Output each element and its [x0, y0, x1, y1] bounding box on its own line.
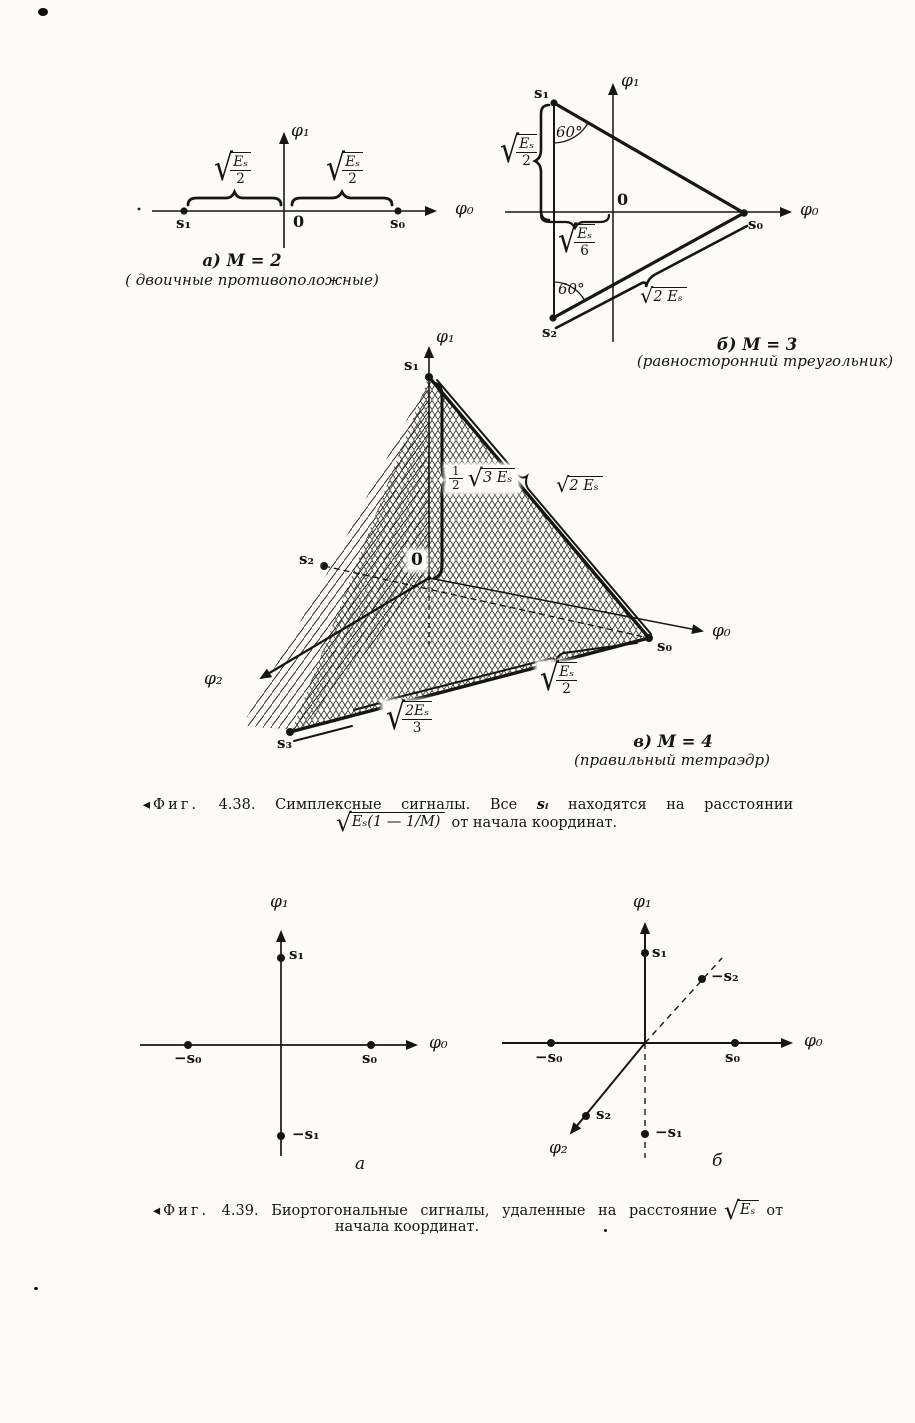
m4-s2-label: s₂: [296, 551, 317, 568]
m2-caption: а) М = 2: [202, 251, 282, 270]
radical-sign: √: [723, 1196, 740, 1225]
m2-distance-left-label: [214, 147, 251, 190]
radical-sign: √: [558, 219, 578, 262]
fig-number: 4.38.: [218, 797, 256, 813]
m4-s0-label: s₀: [657, 637, 673, 655]
sqrt-expression: [723, 1196, 759, 1225]
m3-subcaption: (равносторонний треугольник): [636, 352, 894, 370]
diagram-bio-b-linework: [502, 924, 791, 1158]
caption-text: Биортогональные сигналы, удаленные на расстояние: [271, 1202, 717, 1219]
m2-phi0-axis-label: φ₀: [455, 199, 474, 219]
m4-phi1-axis-label: φ₁: [436, 327, 455, 347]
radical-sign: √: [540, 657, 560, 700]
denominator: 2: [230, 170, 251, 187]
fraction: [516, 134, 537, 169]
bio-a-neg-s1-label: −s₁: [292, 1125, 320, 1143]
radical-sign: √: [640, 284, 654, 308]
radical-sign: √: [500, 129, 520, 172]
m3-s1-label: s₁: [534, 84, 550, 102]
numerator: Eₛ: [559, 664, 575, 680]
m3-s0-label: s₀: [748, 215, 764, 233]
m4-long-edge-label: [556, 473, 603, 497]
fraction: [230, 152, 251, 187]
radical-sign: √: [467, 464, 483, 492]
bio-b-s0-label: s₀: [725, 1048, 741, 1066]
m4-s1-label: s₁: [404, 356, 420, 374]
m3-side-distance-label: [500, 129, 537, 172]
numerator: 2Eₛ: [405, 703, 429, 719]
m3-angle-bottom-label: 60°: [558, 280, 585, 298]
fraction: [574, 224, 595, 259]
bio-b-tag: б: [712, 1151, 723, 1171]
sqrt-expression: [335, 808, 445, 837]
scan-artifact: [604, 1229, 607, 1232]
fraction: [556, 662, 577, 697]
sqrt-expression: [467, 464, 516, 492]
denominator: 2: [556, 680, 577, 697]
m2-s0-label: s₀: [390, 214, 406, 232]
bio-b-phi0-axis-label: φ₀: [804, 1031, 823, 1051]
bio-b-phi1-axis-label: φ₁: [633, 892, 652, 912]
bio-a-tag: а: [355, 1154, 366, 1174]
m3-base-distance-label: [558, 219, 595, 262]
m4-phi0-axis-label: φ₀: [712, 621, 731, 641]
m3-phi1-axis-label: φ₁: [621, 71, 640, 91]
m3-origin-label: 0: [617, 190, 629, 209]
bio-b-s2-label: s₂: [596, 1105, 612, 1123]
m2-phi1-axis-label: φ₁: [291, 121, 310, 141]
radical-sign: √: [556, 473, 570, 497]
caption-text: от: [766, 1202, 784, 1219]
radicand: Eₛ: [738, 1200, 759, 1219]
m3-phi0-axis-label: φ₀: [800, 200, 819, 220]
bio-b-neg-s0-label: −s₀: [535, 1048, 563, 1066]
bio-b-neg-s2-label: −s₂: [711, 967, 739, 985]
numerator: Eₛ: [577, 226, 593, 242]
m3-angle-top-label: 60°: [556, 123, 583, 141]
denominator: 3: [402, 719, 432, 736]
m3-s2-label: s₂: [542, 323, 558, 341]
numerator: Eₛ: [519, 136, 535, 152]
fig-number: 4.39.: [221, 1202, 259, 1219]
bio-b-neg-s1-label: −s₁: [655, 1123, 683, 1141]
numerator: Eₛ: [345, 154, 361, 170]
bio-a-neg-s0-label: −s₀: [174, 1049, 202, 1067]
fig439-caption-line2: начала координат.: [334, 1219, 480, 1235]
fig-label: ◂Фиг.: [152, 1202, 210, 1219]
denominator: 2: [342, 170, 363, 187]
m4-mid-edge-label: [537, 657, 580, 700]
caption-text: от начала координат.: [451, 814, 618, 831]
m4-base-edge-label: [383, 696, 435, 739]
scan-artifact: [38, 8, 48, 16]
m4-s3-label: s₃: [277, 734, 293, 752]
radicand: 2 Eₛ: [651, 287, 686, 306]
coefficient-fraction: [449, 465, 463, 492]
fig438-caption-line2: [329, 808, 618, 837]
denominator: 2: [449, 478, 463, 492]
m2-subcaption: ( двоичные противоположные): [125, 271, 379, 289]
bio-b-phi2-axis-label: φ₂: [549, 1138, 568, 1158]
m4-origin-label: 0: [408, 551, 426, 570]
denominator: 6: [574, 242, 595, 259]
fig-label: ◂Фиг.: [142, 797, 199, 813]
m4-phi2-axis-label: φ₂: [204, 669, 223, 689]
m4-subcaption: (правильный тетраэдр): [574, 751, 770, 769]
diagram-m4-linework: [242, 348, 702, 741]
radical-sign: √: [326, 147, 346, 190]
bio-a-phi1-axis-label: φ₁: [270, 892, 289, 912]
caption-text: находятся на расстоянии: [568, 797, 794, 813]
m4-caption: в) М = 4: [633, 732, 713, 751]
radicand: 3 Eₛ: [481, 468, 515, 487]
numerator: 1: [452, 464, 460, 478]
bio-a-phi0-axis-label: φ₀: [429, 1033, 448, 1053]
m2-distance-right-label: [326, 147, 363, 190]
radicand: Eₛ(1 — 1/M): [350, 812, 445, 831]
fig438-caption-line1: [143, 797, 793, 813]
m4-height-label: [446, 465, 518, 492]
m2-origin-label: 0: [293, 212, 305, 231]
radicand: 2 Eₛ: [567, 476, 602, 495]
m2-s1-label: s₁: [176, 214, 192, 232]
diagram-bio-a-linework: [140, 932, 416, 1156]
m3-hypotenuse-distance-label: [640, 284, 687, 308]
numerator: Eₛ: [233, 154, 249, 170]
fraction: [402, 701, 432, 736]
radical-sign: √: [335, 808, 352, 837]
scan-artifact: [34, 1287, 38, 1290]
radical-sign: √: [386, 696, 406, 739]
bio-a-s1-label: s₁: [289, 945, 305, 963]
caption-text: Симплексные сигналы. Все: [275, 797, 518, 813]
bio-a-s0-label: s₀: [362, 1049, 378, 1067]
m3-caption: б) М = 3: [716, 335, 798, 354]
radical-sign: √: [214, 147, 234, 190]
fraction: [342, 152, 363, 187]
si-symbol: sᵢ: [536, 796, 549, 813]
bio-b-s1-label: s₁: [652, 943, 668, 961]
denominator: 2: [516, 152, 537, 169]
